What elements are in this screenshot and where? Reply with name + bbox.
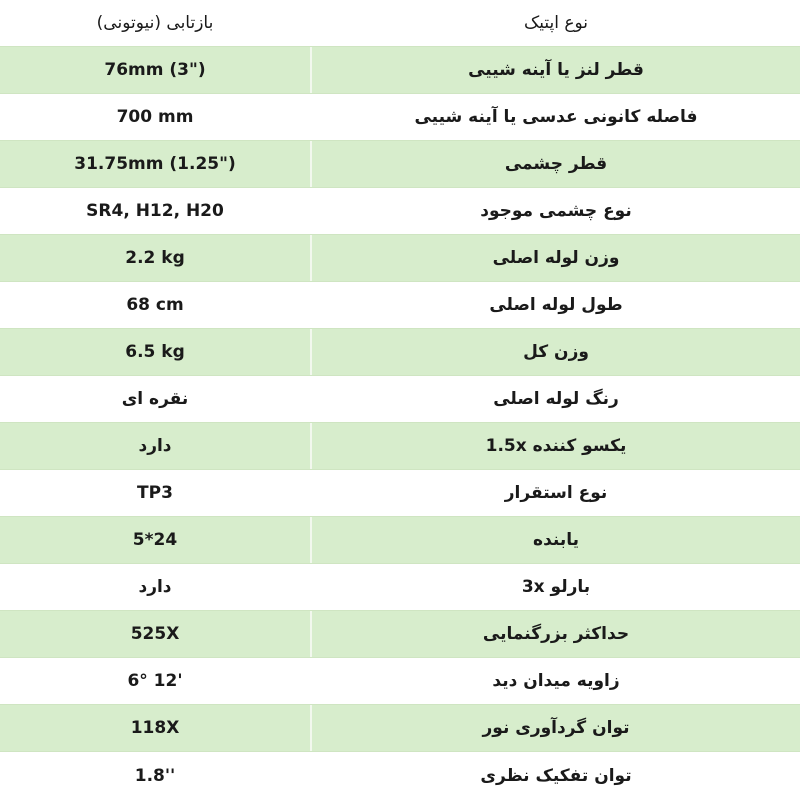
row-label: نوع استقرار [504, 483, 608, 503]
row-label: نوع چشمی موجود [480, 201, 632, 221]
row-value: 5*24 [0, 517, 312, 563]
row-label: قطر لنز یا آینه شییی [468, 60, 644, 80]
row-label: فاصله کانونی عدسی یا آینه شییی [414, 107, 698, 127]
row-value: دارد [0, 564, 312, 610]
row-value: 2.2 kg [0, 235, 312, 281]
row-label: طول لوله اصلی [489, 295, 623, 315]
row-label: قطر چشمی [504, 154, 608, 174]
row-label: یکسو کننده 1.5x [485, 436, 627, 456]
table-row [0, 705, 800, 752]
table-row [0, 611, 800, 658]
row-label: وزن کل [523, 342, 589, 362]
row-label: توان تفکیک نظری [480, 766, 632, 786]
row-label: حداکثر بزرگنمایی [482, 624, 630, 644]
table-row [0, 282, 800, 329]
row-value: 118X [0, 705, 312, 751]
table-row [0, 141, 800, 188]
table-row [0, 423, 800, 470]
row-value: دارد [0, 423, 312, 469]
header-value-column: بازتابی (نیوتونی) [0, 0, 312, 46]
table-row [0, 658, 800, 705]
row-value: TP3 [0, 470, 312, 516]
row-value: 1.8'' [0, 752, 312, 800]
row-value: 525X [0, 611, 312, 657]
table-row [0, 752, 800, 800]
table-row [0, 188, 800, 235]
row-label: رنگ لوله اصلی [493, 389, 619, 409]
table-row [0, 517, 800, 564]
table-header-row [0, 0, 800, 47]
row-label: زاویه میدان دید [492, 671, 620, 691]
row-label: بارلو 3x [521, 577, 591, 597]
row-label: یابنده [533, 530, 579, 550]
row-value: 6.5 kg [0, 329, 312, 375]
row-value: 76mm (3") [0, 47, 312, 93]
row-value: نقره ای [0, 376, 312, 422]
row-value: 700 mm [0, 94, 312, 140]
table-row [0, 564, 800, 611]
table-row [0, 329, 800, 376]
table-row [0, 470, 800, 517]
table-row [0, 235, 800, 282]
row-value: SR4, H12, H20 [0, 188, 312, 234]
row-label: وزن لوله اصلی [492, 248, 620, 268]
row-value: 68 cm [0, 282, 312, 328]
row-value: 31.75mm (1.25") [0, 141, 312, 187]
table-row [0, 47, 800, 94]
row-value: 6° 12' [0, 658, 312, 704]
row-label: توان گردآوری نور [482, 718, 630, 738]
header-label-column: نوع اپتیک [524, 13, 588, 33]
table-row [0, 94, 800, 141]
table-row [0, 376, 800, 423]
